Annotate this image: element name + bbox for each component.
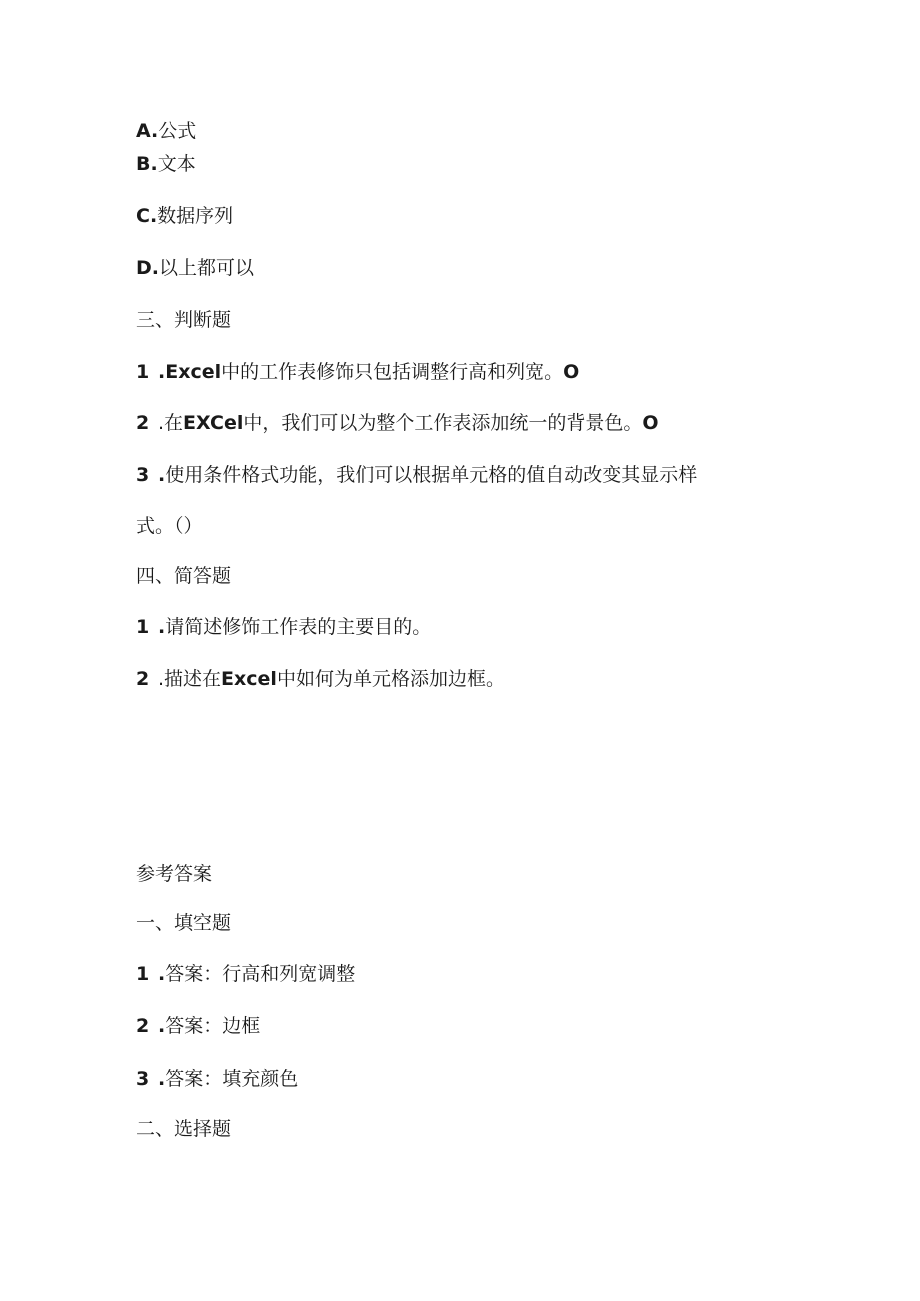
judgment-item-3-continuation: 式。（） — [136, 515, 203, 537]
answer-item-2 — [136, 1013, 260, 1039]
short-answer-item-1 — [136, 614, 431, 640]
item-prefix: .在 — [158, 412, 184, 434]
item-english: EXCel — [183, 412, 244, 434]
item-number: 1 — [136, 616, 150, 638]
item-prefix: . — [158, 616, 166, 638]
short-answer-item-2 — [136, 666, 505, 692]
item-text: 中的工作表修饰只包括调整行高和列宽。 — [221, 361, 564, 383]
option-text: 以上都可以 — [159, 257, 255, 279]
answer-item-1 — [136, 961, 355, 987]
answer-item-3 — [136, 1066, 298, 1092]
item-text: 请简述修饰工作表的主要目的。 — [165, 616, 432, 638]
section-heading-fill-blank: 一、填空题 — [136, 912, 232, 934]
item-english: Excel — [221, 668, 277, 690]
judgment-item-3 — [136, 462, 697, 488]
item-text: 中，我们可以为整个工作表添加统一的背景色。 — [243, 412, 643, 434]
section-heading-short-answer: 四、简答题 — [136, 565, 232, 587]
item-prefix: . — [158, 963, 166, 985]
item-number: 2 — [136, 668, 150, 690]
option-b — [136, 151, 196, 177]
answers-heading: 参考答案 — [136, 863, 213, 885]
item-mark: O — [563, 361, 580, 383]
option-letter: B. — [136, 153, 158, 175]
item-mark: O — [642, 412, 659, 434]
option-text: 数据序列 — [157, 205, 234, 227]
item-number: 1 — [136, 963, 150, 985]
item-number: 1 — [136, 361, 150, 383]
item-text: 答案：行高和列宽调整 — [165, 963, 356, 985]
item-number: 2 — [136, 1015, 150, 1037]
item-text: 答案：边框 — [165, 1015, 261, 1037]
option-letter: A. — [136, 120, 159, 142]
item-english: Excel — [165, 361, 222, 383]
judgment-item-2 — [136, 410, 659, 436]
item-prefix: . — [158, 1015, 166, 1037]
item-text: 中如何为单元格添加边框。 — [276, 668, 505, 690]
item-text: 答案：填充颜色 — [165, 1068, 299, 1090]
item-text: 使用条件格式功能，我们可以根据单元格的值自动改变其显示样 — [165, 464, 698, 486]
item-prefix: . — [158, 464, 166, 486]
option-letter: C. — [136, 205, 158, 227]
item-number: 2 — [136, 412, 150, 434]
item-prefix: . — [158, 361, 166, 383]
item-prefix: .描述在 — [158, 668, 222, 690]
item-prefix: . — [158, 1068, 166, 1090]
judgment-item-1 — [136, 359, 579, 385]
section-heading-choice: 二、选择题 — [136, 1118, 232, 1140]
option-a — [136, 118, 196, 144]
item-number: 3 — [136, 1068, 150, 1090]
option-text: 公式 — [158, 120, 197, 142]
option-letter: D. — [136, 257, 159, 279]
option-text: 文本 — [157, 153, 196, 175]
option-c — [136, 203, 233, 229]
option-d — [136, 255, 254, 281]
section-heading-judgment: 三、判断题 — [136, 309, 232, 331]
item-number: 3 — [136, 464, 150, 486]
